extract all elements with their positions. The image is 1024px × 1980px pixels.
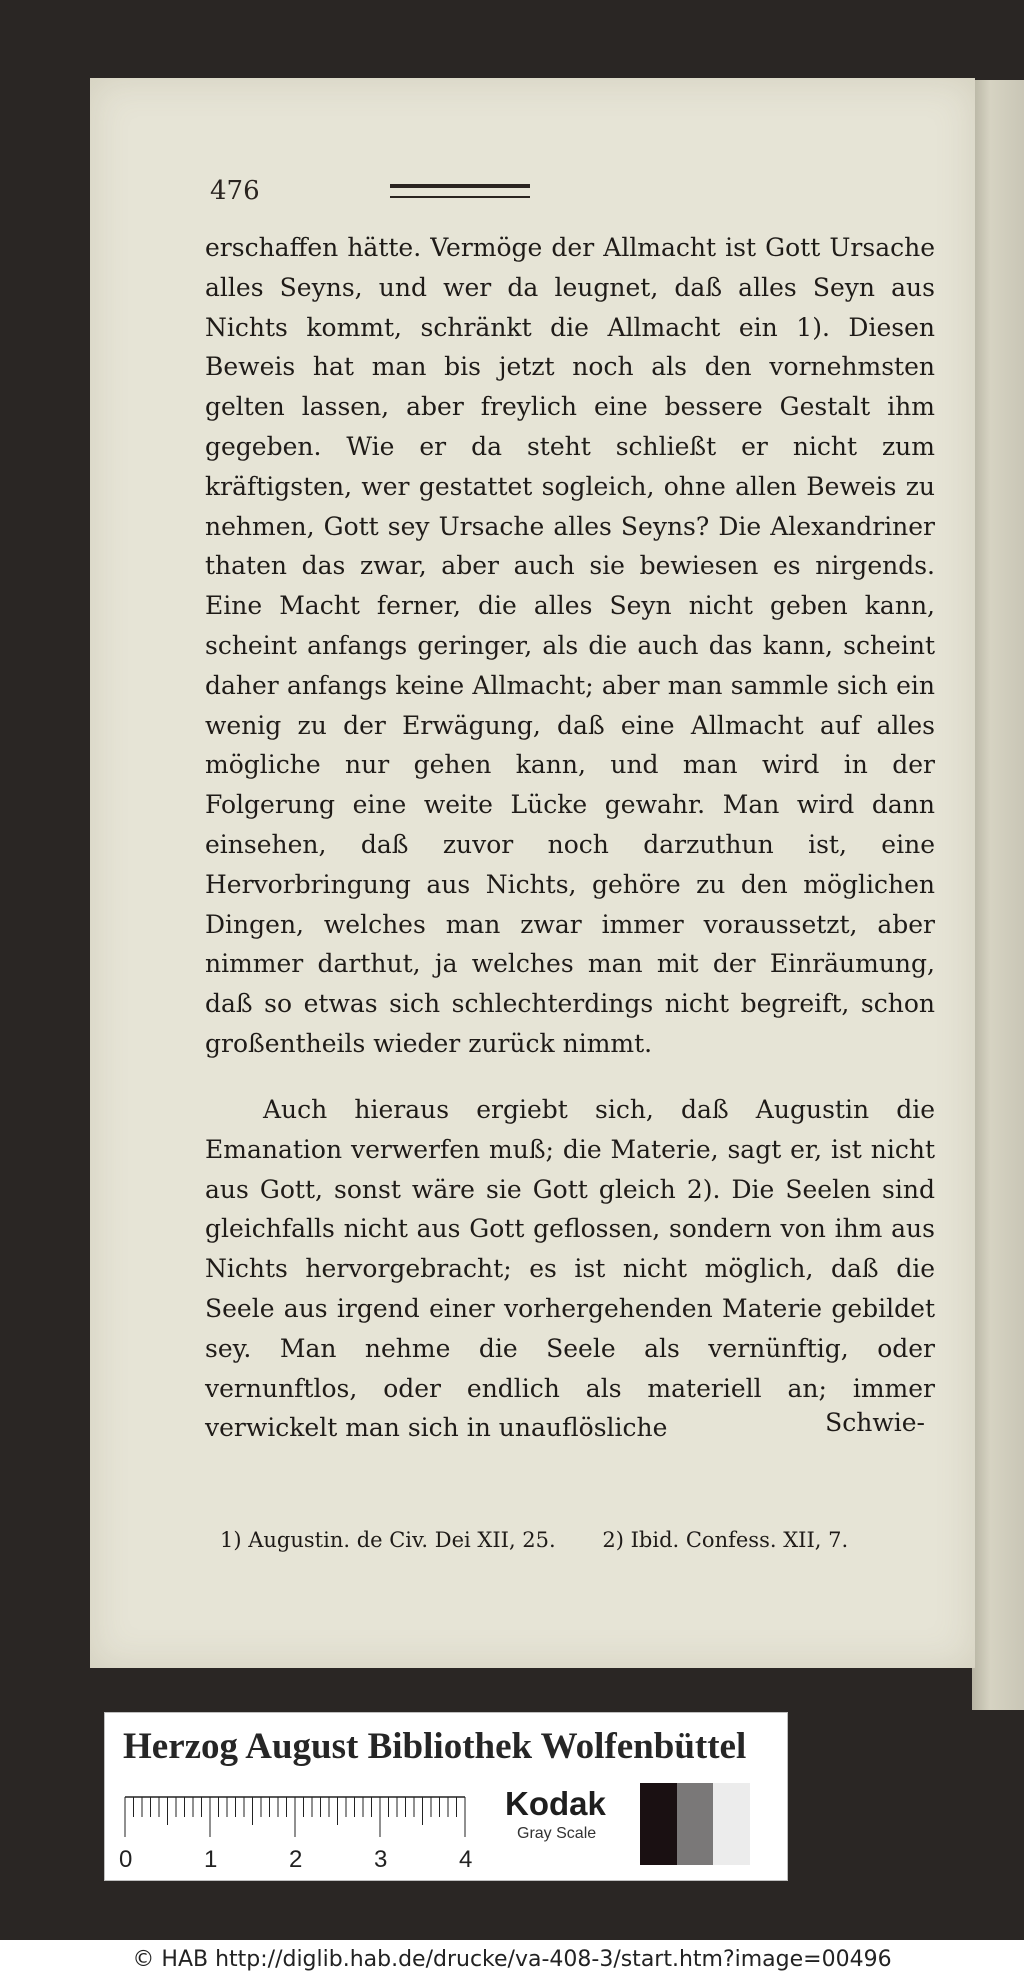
footer-url: © HAB http://diglib.hab.de/drucke/va-408-3/start.htm?image=00496	[0, 1940, 1024, 1980]
next-page-edge	[972, 80, 1024, 1710]
catchword: Schwie-	[825, 1408, 925, 1437]
footnotes	[220, 1528, 940, 1552]
gray-patch	[640, 1783, 677, 1865]
paragraph-2: Auch hieraus ergiebt sich, daß Augustin die Emanation verwerfen muß; die Materie, sagt er, ist nicht aus Gott, sonst wäre sie Gott gleich 2). Die Seelen sind gleichfalls nicht aus Gott geflossen, sondern von ihm aus Nichts hervorgebracht; es ist nicht möglich, daß die Seele aus irgend einer vorhergehenden Materie gebildet sey. Man nehme die Seele als vernünftig, oder vernunftlos, oder endlich als materiell an; immer verwickelt man sich in unauflösliche	[205, 1095, 935, 1443]
color-target-card	[104, 1712, 788, 1881]
ruler-label: 3	[374, 1846, 388, 1873]
ruler-label: 1	[204, 1846, 218, 1873]
header-rule	[390, 184, 530, 198]
kodak-logo: Kodak	[505, 1785, 606, 1822]
ruler-label: 0	[119, 1846, 133, 1873]
gray-scale-patches	[640, 1783, 750, 1865]
ruler-label: 4	[459, 1846, 473, 1873]
gray-scale-label: Gray Scale	[517, 1825, 597, 1842]
footnote-2: 2) Ibid. Confess. XII, 7.	[602, 1528, 849, 1552]
library-title: Herzog August Bibliothek Wolfenbüttel	[123, 1726, 747, 1767]
paragraph-1: erschaffen hätte. Vermöge der Allmacht ist Gott Ursache alles Seyns, und wer da leugnet, daß alles Seyn aus Nichts kommt, schränkt die Allmacht ein 1). Diesen Beweis hat man bis jetzt noch als den vornehmsten gelten lassen, aber freylich eine bessere Gestalt ihm gegeben. Wie er da steht schließt er nicht zum kräftigsten, wer gestattet sogleich, ohne allen Beweis zu nehmen, Gott sey Ursache alles Seyns? Die Alexandriner thaten das zwar, aber auch sie bewiesen es nirgends. Eine Macht ferner, die alles Seyn nicht geben kann, scheint anfangs geringer, als die auch das kann, scheint daher anfangs keine Allmacht; aber man sammle sich ein wenig zu der Erwägung, daß eine Allmacht auf alles mögliche nur gehen kann, und man wird in der Folgerung eine weite Lücke gewahr. Man wird dann einsehen, daß zuvor noch darzuthun ist, eine Hervorbringung aus Nichts, gehöre zu den möglichen Dingen, welches man zwar immer voraussetzt, aber nimmer darthut, ja welches man mit der Einräumung, daß so etwas sich schlechterdings nicht begreift, schon großentheils wieder zurück nimmt.	[205, 233, 935, 1058]
footnote-1: 1) Augustin. de Civ. Dei XII, 25.	[220, 1528, 556, 1552]
ruler	[119, 1795, 485, 1875]
book-page	[90, 78, 975, 1668]
page-number: 476	[210, 176, 260, 206]
gray-patch	[677, 1783, 714, 1865]
gray-patch	[713, 1783, 750, 1865]
ruler-label: 2	[289, 1846, 303, 1873]
